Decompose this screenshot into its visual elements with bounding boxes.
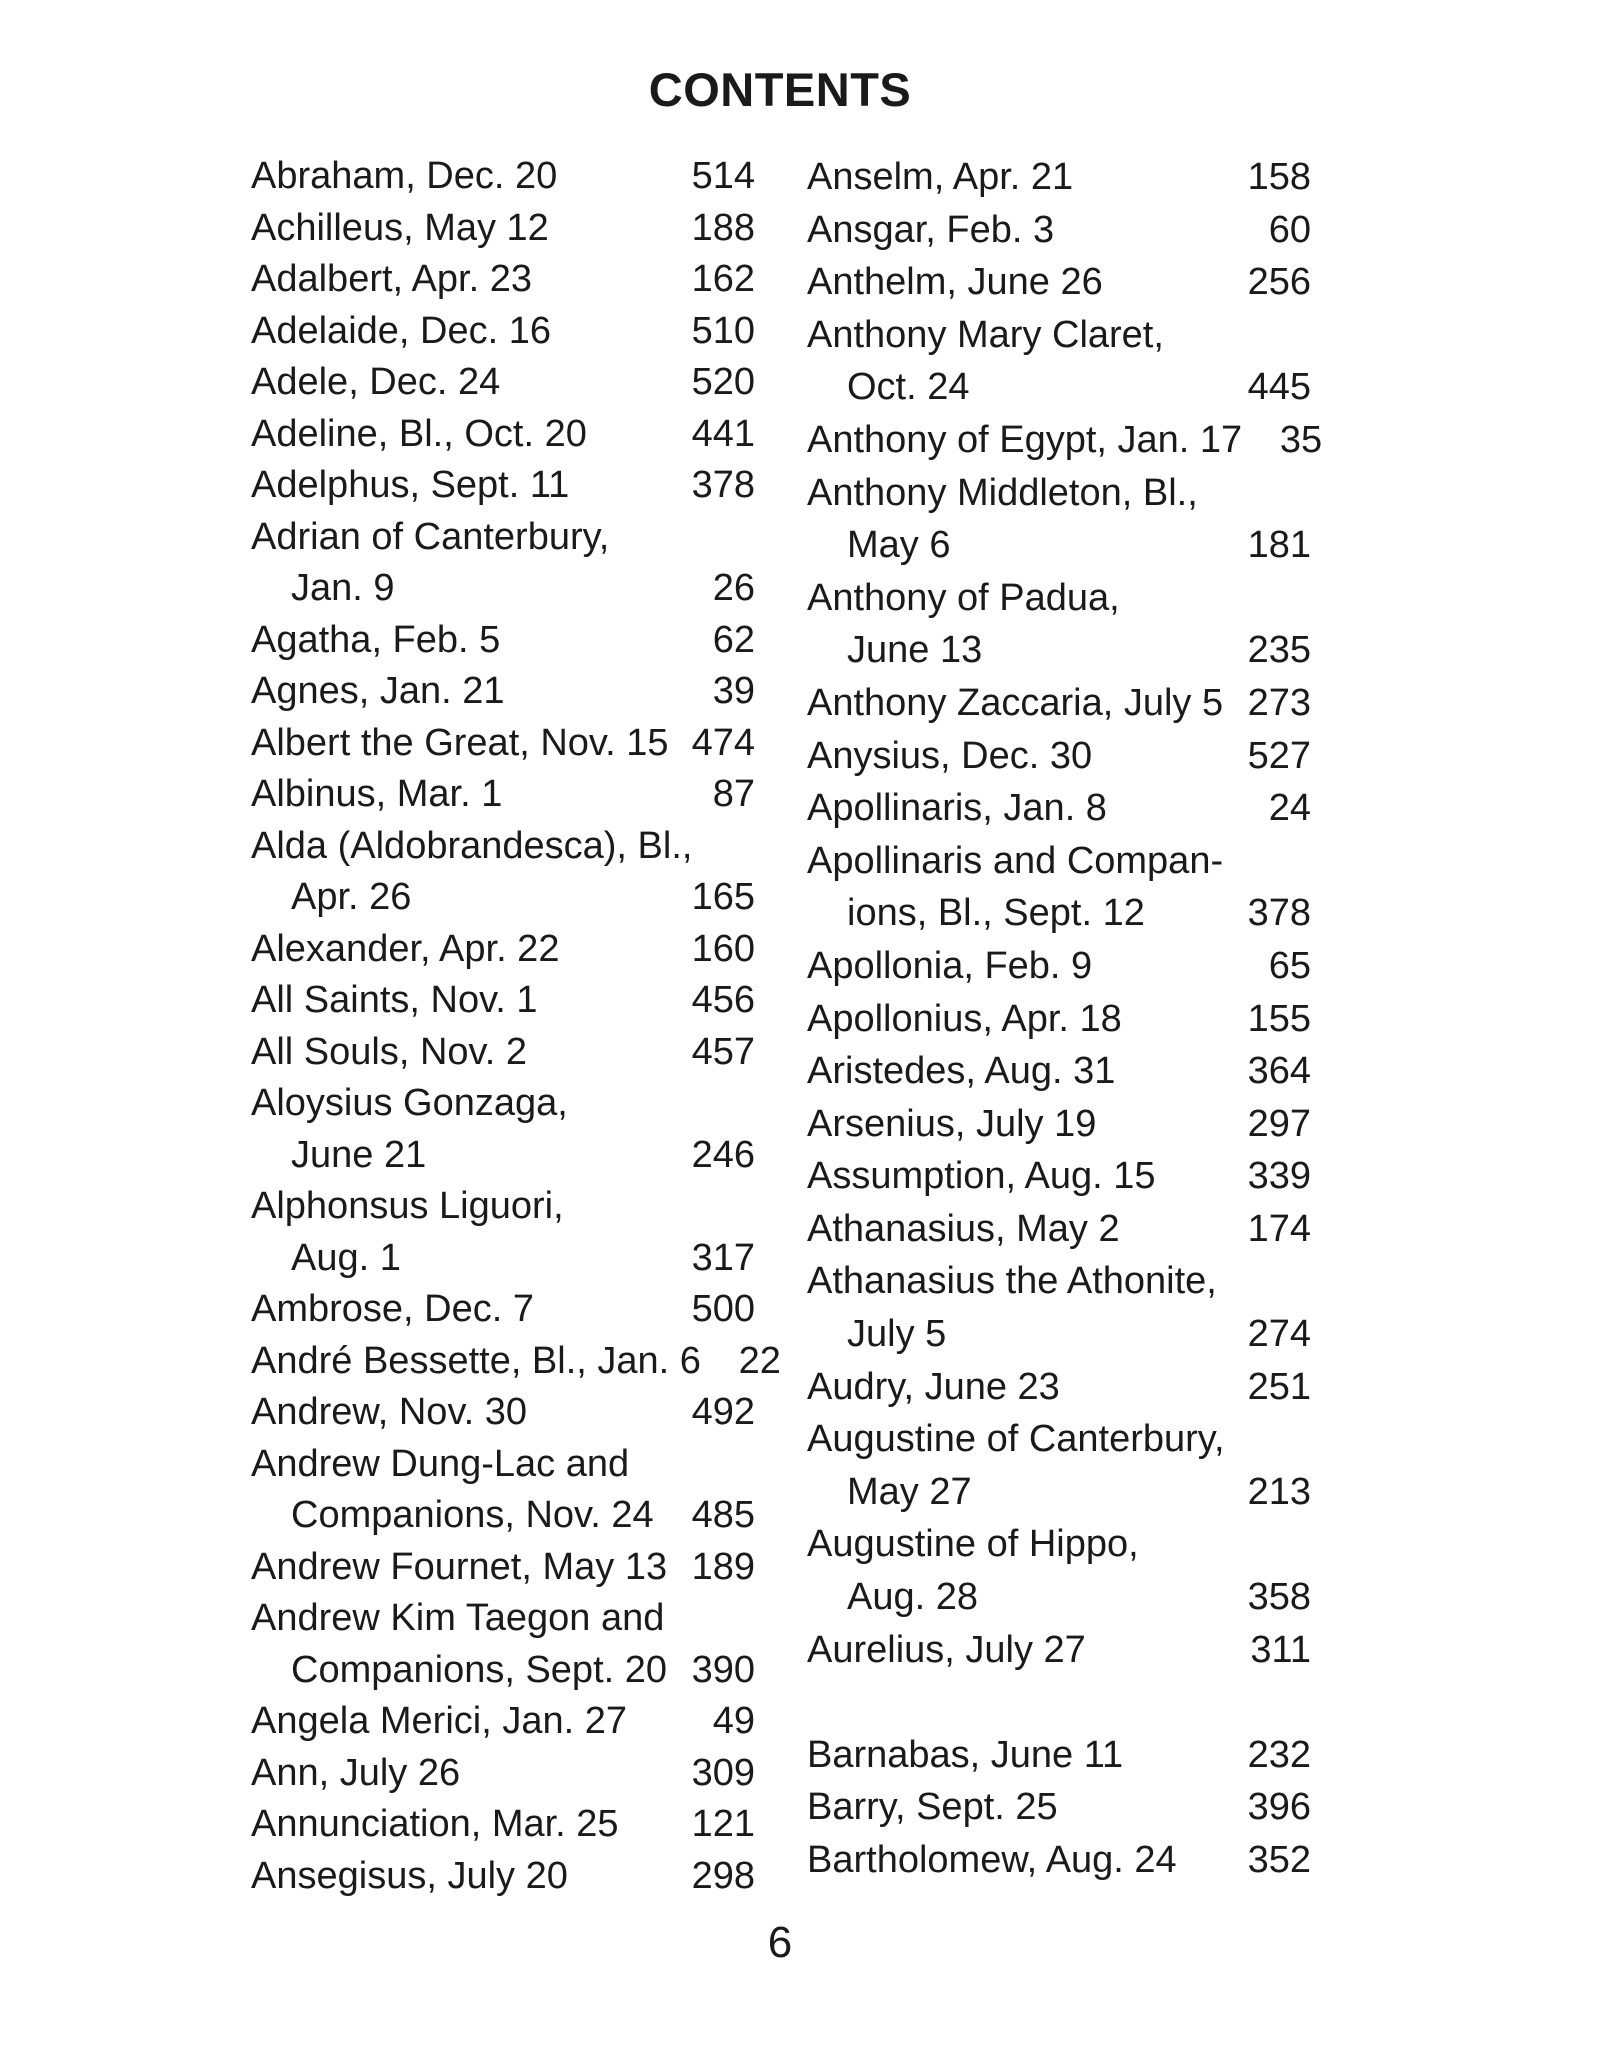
toc-entry-name: Ann, July 26 <box>251 1751 461 1794</box>
toc-entry-page: 24 <box>1268 787 1311 830</box>
toc-entry-name: Anysius, Dec. 30 <box>807 734 1093 777</box>
toc-entry-page: 311 <box>1250 1628 1311 1671</box>
contents-column-left <box>251 151 781 1902</box>
page-number: 6 <box>767 1918 793 1967</box>
toc-entry-name: Anthony of Egypt, Jan. 17 <box>807 418 1243 461</box>
toc-entry-page: 527 <box>1247 734 1311 777</box>
toc-entry <box>807 1413 1311 1466</box>
toc-entry <box>807 1466 1311 1519</box>
toc-entry-page: 485 <box>691 1494 755 1536</box>
toc-entry <box>807 256 1311 309</box>
toc-entry-page: 60 <box>1268 208 1311 251</box>
toc-entry-name: Andrew Fournet, May 13 <box>251 1545 668 1588</box>
toc-entry <box>251 615 755 667</box>
toc-entry <box>251 1130 755 1182</box>
toc-entry-page: 65 <box>1268 944 1311 987</box>
toc-entry <box>807 835 1311 888</box>
toc-entry-name: Barry, Sept. 25 <box>807 1786 1058 1829</box>
toc-entry <box>807 572 1311 625</box>
toc-entry <box>251 924 755 976</box>
toc-entry-name: June 21 <box>291 1133 427 1176</box>
toc-entry <box>251 409 755 461</box>
toc-entry-page: 232 <box>1247 1733 1311 1776</box>
toc-entry-page: 160 <box>691 927 755 970</box>
section-gap <box>807 1676 1311 1729</box>
toc-entry-page: 121 <box>691 1803 755 1845</box>
toc-entry-name: Aurelius, July 27 <box>807 1628 1086 1671</box>
toc-entry-page: 87 <box>712 773 755 815</box>
toc-entry-name: June 13 <box>847 629 983 672</box>
toc-entry <box>251 460 755 512</box>
contents-column-right <box>807 151 1323 1887</box>
toc-entry <box>251 357 755 409</box>
toc-entry-name: Assumption, Aug. 15 <box>807 1155 1156 1198</box>
toc-entry <box>251 666 755 718</box>
toc-entry-page: 474 <box>691 721 755 764</box>
toc-entry-name: Adelphus, Sept. 11 <box>251 464 570 506</box>
toc-entry <box>251 769 755 821</box>
toc-entry <box>251 1490 755 1542</box>
toc-entry-name: Angela Merici, Jan. 27 <box>251 1700 627 1742</box>
toc-entry-name: Anthony Middleton, Bl., <box>807 471 1198 514</box>
toc-entry <box>807 1518 1311 1571</box>
toc-entry <box>807 151 1311 204</box>
toc-entry <box>251 512 755 564</box>
toc-entry-name: Ansgar, Feb. 3 <box>807 208 1055 251</box>
toc-entry-name: Barnabas, June 11 <box>807 1733 1124 1776</box>
toc-entry-name: André Bessette, Bl., Jan. 6 <box>251 1339 701 1382</box>
toc-entry-page: 35 <box>1279 418 1323 461</box>
toc-entry-name: Augustine of Hippo, <box>807 1523 1139 1566</box>
toc-entry <box>807 1729 1311 1782</box>
toc-entry-page: 492 <box>691 1391 755 1433</box>
toc-entry-name: Apollonia, Feb. 9 <box>807 944 1093 987</box>
toc-entry-name: Achilleus, May 12 <box>251 206 549 249</box>
toc-entry <box>251 1284 755 1336</box>
toc-entry <box>807 677 1311 730</box>
toc-entry-name: May 6 <box>847 524 951 567</box>
toc-entry-name: Anthony Zaccaria, July 5 <box>807 681 1224 724</box>
toc-entry-page: 520 <box>691 361 755 403</box>
toc-entry <box>251 1851 755 1903</box>
toc-entry-page: 500 <box>691 1288 755 1330</box>
toc-entry-name: All Saints, Nov. 1 <box>251 979 538 1021</box>
toc-entry <box>807 1834 1311 1887</box>
toc-entry-page: 22 <box>738 1339 781 1382</box>
toc-entry-name: Alphonsus Liguori, <box>251 1185 564 1227</box>
toc-entry-name: Apollonius, Apr. 18 <box>807 997 1122 1040</box>
toc-entry <box>807 1255 1311 1308</box>
toc-entry-name: Alexander, Apr. 22 <box>251 927 560 970</box>
toc-entry-page: 49 <box>712 1700 755 1742</box>
toc-entry-name: Adele, Dec. 24 <box>251 361 501 403</box>
toc-entry-name: Agnes, Jan. 21 <box>251 670 505 712</box>
toc-entry-name: Apollinaris and Compan- <box>807 839 1224 882</box>
toc-entry-page: 181 <box>1247 524 1311 567</box>
toc-entry <box>807 204 1311 257</box>
toc-entry-page: 246 <box>691 1133 755 1176</box>
toc-entry <box>251 821 755 873</box>
toc-entry-name: July 5 <box>847 1313 947 1356</box>
toc-entry-name: Adelaide, Dec. 16 <box>251 309 551 352</box>
toc-entry <box>251 254 755 306</box>
toc-entry-name: Annunciation, Mar. 25 <box>251 1803 619 1845</box>
toc-entry-page: 158 <box>1247 156 1311 198</box>
toc-entry-page: 510 <box>691 309 755 352</box>
toc-entry-page: 39 <box>712 670 755 712</box>
toc-entry <box>251 1336 781 1388</box>
page-title: CONTENTS <box>648 63 912 116</box>
toc-entry <box>251 1387 755 1439</box>
toc-entry <box>251 1748 755 1800</box>
toc-entry-name: Companions, Sept. 20 <box>291 1648 668 1691</box>
toc-entry-name: Abraham, Dec. 20 <box>251 155 558 197</box>
toc-entry <box>807 1624 1311 1677</box>
toc-entry-page: 251 <box>1247 1365 1311 1408</box>
toc-entry-name: Augustine of Canterbury, <box>807 1418 1225 1461</box>
toc-entry <box>251 975 755 1027</box>
toc-entry <box>251 203 755 255</box>
toc-entry <box>807 624 1311 677</box>
toc-entry-page: 396 <box>1247 1786 1311 1829</box>
toc-entry <box>251 1439 755 1491</box>
toc-entry-name: Athanasius the Athonite, <box>807 1260 1217 1303</box>
toc-entry-name: Adeline, Bl., Oct. 20 <box>251 412 587 455</box>
toc-entry-page: 364 <box>1247 1050 1311 1093</box>
toc-entry-page: 162 <box>691 258 755 300</box>
toc-entry <box>251 1233 755 1285</box>
toc-entry-name: Anthelm, June 26 <box>807 261 1103 304</box>
toc-entry-name: Ambrose, Dec. 7 <box>251 1288 534 1330</box>
toc-entry-name: Companions, Nov. 24 <box>291 1494 654 1536</box>
toc-entry-page: 26 <box>712 567 755 609</box>
toc-entry <box>807 1571 1311 1624</box>
toc-entry-name: Oct. 24 <box>847 366 970 409</box>
toc-entry-name: Arsenius, July 19 <box>807 1102 1097 1145</box>
toc-entry <box>807 519 1311 572</box>
toc-entry-name: Apr. 26 <box>291 876 412 918</box>
toc-entry <box>807 782 1311 835</box>
toc-entry-name: Aloysius Gonzaga, <box>251 1082 568 1124</box>
toc-entry-name: Anthony of Padua, <box>807 576 1120 619</box>
toc-entry-page: 352 <box>1247 1839 1311 1881</box>
toc-entry <box>251 151 755 203</box>
toc-entry <box>807 730 1311 783</box>
toc-entry-name: Aug. 1 <box>291 1236 401 1279</box>
toc-entry-page: 309 <box>691 1751 755 1794</box>
toc-entry-page: 445 <box>1247 366 1311 409</box>
toc-entry <box>807 1361 1311 1414</box>
toc-entry-page: 62 <box>712 618 755 661</box>
toc-entry <box>251 563 755 615</box>
toc-entry-name: Adalbert, Apr. 23 <box>251 258 532 300</box>
toc-entry <box>251 1078 755 1130</box>
toc-entry-page: 390 <box>691 1648 755 1691</box>
toc-entry <box>807 940 1311 993</box>
toc-entry <box>251 1027 755 1079</box>
toc-entry-page: 378 <box>691 464 755 506</box>
toc-entry-page: 213 <box>1247 1470 1311 1513</box>
toc-entry-page: 274 <box>1247 1313 1311 1356</box>
toc-entry-name: Anselm, Apr. 21 <box>807 156 1074 198</box>
toc-entry <box>807 1098 1311 1151</box>
toc-entry-page: 456 <box>691 979 755 1021</box>
toc-entry-page: 188 <box>691 206 755 249</box>
toc-entry <box>807 887 1311 940</box>
toc-entry-name: Albert the Great, Nov. 15 <box>251 721 669 764</box>
toc-entry <box>251 1542 755 1594</box>
toc-entry-name: Albinus, Mar. 1 <box>251 773 503 815</box>
toc-entry-name: Agatha, Feb. 5 <box>251 618 501 661</box>
toc-entry-page: 441 <box>691 412 755 455</box>
toc-entry-page: 256 <box>1247 261 1311 304</box>
toc-entry-name: Athanasius, May 2 <box>807 1207 1120 1250</box>
toc-entry <box>251 1181 755 1233</box>
toc-entry-name: Adrian of Canterbury, <box>251 515 610 558</box>
toc-entry-name: Aristedes, Aug. 31 <box>807 1050 1116 1093</box>
toc-entry-page: 298 <box>691 1854 755 1897</box>
toc-entry <box>251 1799 755 1851</box>
toc-entry-page: 317 <box>691 1236 755 1279</box>
toc-entry-page: 514 <box>691 155 755 197</box>
toc-entry-page: 165 <box>691 876 755 918</box>
toc-entry-page: 235 <box>1247 629 1311 672</box>
toc-entry-name: May 27 <box>847 1470 972 1513</box>
toc-entry-name: All Souls, Nov. 2 <box>251 1030 527 1073</box>
toc-entry <box>807 414 1323 467</box>
toc-entry-page: 339 <box>1247 1155 1311 1198</box>
toc-entry <box>807 1781 1311 1834</box>
toc-entry-name: Anthony Mary Claret, <box>807 313 1164 356</box>
toc-entry <box>807 1045 1311 1098</box>
toc-entry-name: Andrew Kim Taegon and <box>251 1597 665 1639</box>
toc-entry <box>807 309 1311 362</box>
toc-entry-name: Bartholomew, Aug. 24 <box>807 1839 1177 1881</box>
toc-entry-name: Audry, June 23 <box>807 1365 1060 1408</box>
toc-entry-name: Alda (Aldobrandesca), Bl., <box>251 824 693 867</box>
toc-entry-page: 297 <box>1247 1102 1311 1145</box>
toc-entry-page: 174 <box>1247 1207 1311 1250</box>
toc-entry-name: Andrew, Nov. 30 <box>251 1391 528 1433</box>
toc-entry-name: ions, Bl., Sept. 12 <box>847 892 1145 935</box>
toc-entry-page: 378 <box>1247 892 1311 935</box>
toc-entry <box>251 1696 755 1748</box>
toc-entry <box>807 1150 1311 1203</box>
toc-entry-name: Ansegisus, July 20 <box>251 1854 568 1897</box>
toc-entry <box>251 306 755 358</box>
toc-entry <box>807 1203 1311 1256</box>
toc-entry-name: Andrew Dung-Lac and <box>251 1442 630 1485</box>
toc-entry <box>251 1593 755 1645</box>
toc-entry <box>251 1645 755 1697</box>
toc-entry-page: 457 <box>691 1030 755 1073</box>
toc-entry <box>251 718 755 770</box>
toc-entry <box>807 993 1311 1046</box>
toc-entry-name: Apollinaris, Jan. 8 <box>807 787 1107 830</box>
toc-entry-page: 358 <box>1247 1576 1311 1619</box>
toc-entry-page: 273 <box>1247 681 1311 724</box>
toc-entry <box>807 361 1311 414</box>
toc-entry <box>807 1308 1311 1361</box>
toc-entry <box>807 467 1311 520</box>
toc-entry-name: Jan. 9 <box>291 567 395 609</box>
toc-entry-page: 155 <box>1247 997 1311 1040</box>
toc-entry <box>251 872 755 924</box>
toc-entry-page: 189 <box>691 1545 755 1588</box>
toc-entry-name: Aug. 28 <box>847 1576 978 1619</box>
